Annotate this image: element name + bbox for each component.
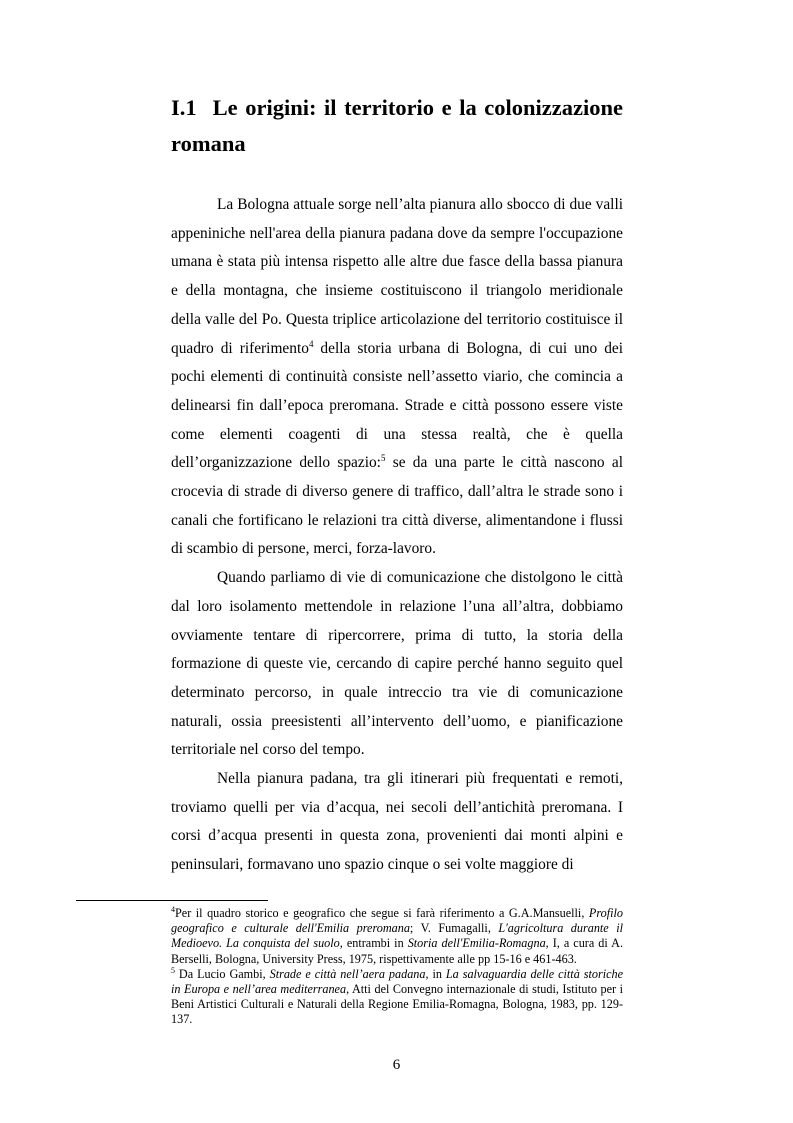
footnote: [171, 967, 623, 1028]
text-run: Per il quadro storico e geografico che segue si farà riferimento a G.A.Mansuelli,: [175, 906, 589, 920]
italic-text: Storia dell'Emilia-Romagna: [407, 936, 546, 951]
section-number: I.1: [171, 95, 197, 120]
italic-text: La salvaguardia delle città storiche in Europa e nell’area mediterranea: [171, 966, 623, 997]
text-run: Da Lucio Gambi,: [175, 966, 270, 981]
italic-text: Strade e città nell’aera padana: [269, 966, 426, 981]
italic-text: L'agricoltura durante il Medioevo. La conquista del suolo,: [171, 921, 623, 951]
text-run: ; V. Fumagalli,: [409, 921, 499, 936]
footnote-ref: 5: [380, 453, 386, 464]
body-text: [171, 191, 623, 880]
text-run: entrambi in: [342, 936, 408, 951]
footnote-ref: 4: [308, 338, 314, 349]
text-run: , in: [425, 966, 446, 981]
paragraph: [171, 191, 623, 564]
section-heading: [171, 90, 623, 162]
paragraph: [171, 564, 623, 765]
footnote-separator: [76, 900, 268, 901]
section-title: Le origini: il territorio e la colonizzazione romana: [171, 95, 623, 156]
italic-text: Profilo geografico e culturale dell'Emilia preromana: [171, 906, 623, 936]
text-run: , Atti del Convegno internazionale di studi, Istituto per i Beni Artistici Culturali e Naturali della Regione Emilia-Romagna, Bologna, 1983, pp. 129-137.: [171, 982, 623, 1027]
page-number: 6: [392, 1057, 401, 1073]
text-run: Quando parliamo di vie di comunicazione che distolgono le città dal loro isolamento mettendole in relazione l’una all’altra, dobbiamo ovviamente tentare di ripercorrere, prima di tutto, la storia della formazione di queste vie, cercando di capire perché hanno seguito quel determinato percorso, in quale intreccio tra vie di comunicazione naturali, ossia preesistenti all’intervento dell’uomo, e pianificazione territoriale nel corso del tempo.: [171, 569, 623, 759]
footnotes: [171, 906, 623, 1028]
text-run: La Bologna attuale sorge nell’alta pianura allo sbocco di due valli appeniniche nell'area della pianura padana dove da sempre l'occupazione umana è stata più intensa rispetto alle altre due fasce della bassa pianura e della montagna, che insieme costituiscono il triangolo meridionale della valle del Po. Questa triplice articolazione del territorio costituisce il quadro di riferimento: [171, 196, 623, 357]
text-run: della storia urbana di Bologna, di cui uno dei pochi elementi di continuità consiste nell’assetto viario, che comincia a delinearsi fin dall’epoca preromana. Strade e città possono essere viste come elementi coagenti di una stessa realtà, che è quella dell’organizzazione dello spazio:: [171, 339, 623, 472]
text-run: se da una parte le città nascono al crocevia di strade di diverso genere di traffico, dall’altra le strade sono i canali che fortificano le relazioni tra città diverse, alimentandone i flussi di scambio di persone, merci, forza-lavoro.: [171, 454, 623, 558]
paragraph: [171, 765, 623, 880]
footnote: [171, 906, 623, 967]
text-run: Nella pianura padana, tra gli itinerari più frequentati e remoti, troviamo quelli per via d’acqua, nei secoli dell’antichità preromana. I corsi d’acqua presenti in questa zona, provenienti dai monti alpini e peninsulari, formavano uno spazio cinque o sei volte maggiore di: [171, 770, 623, 874]
footnote-ref: 5: [171, 965, 175, 975]
footnote-ref: 4: [171, 904, 175, 914]
text-run: , I, a cura di A. Berselli, Bologna, University Press, 1975, rispettivamente alle pp 15-16 e 461-463.: [171, 936, 623, 966]
